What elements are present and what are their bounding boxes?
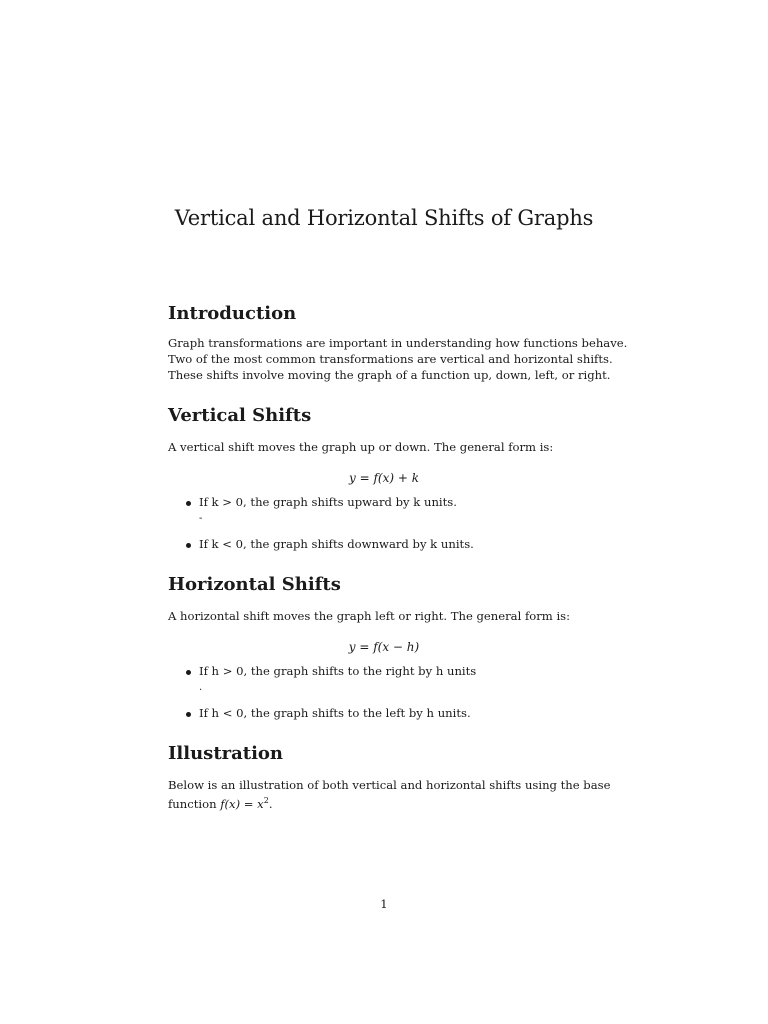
vertical-shift-equation: y = f(x) + k bbox=[349, 471, 419, 485]
section-heading-vertical-shifts: Vertical Shifts bbox=[168, 405, 312, 426]
paragraph-line: Graph transformations are important in understanding how functions behave. bbox=[168, 336, 628, 350]
horizontal-shift-equation: y = f(x − h) bbox=[348, 640, 420, 654]
illustration-paragraph bbox=[168, 777, 611, 812]
bullet-icon bbox=[186, 712, 191, 717]
section-heading-introduction: Introduction bbox=[168, 303, 297, 324]
exponent: 2 bbox=[263, 796, 269, 805]
paragraph-line: Two of the most common transformations are vertical and horizontal shifts. bbox=[168, 352, 613, 366]
section-heading-horizontal-shifts: Horizontal Shifts bbox=[168, 574, 341, 595]
introduction-paragraph bbox=[168, 335, 628, 383]
paragraph-line bbox=[168, 793, 600, 812]
vertical-shifts-paragraph: A vertical shift moves the graph up or down. The general form is: bbox=[168, 440, 554, 454]
vertical-bullet-negative-k: If k < 0, the graph shifts downward by k units. bbox=[199, 537, 474, 551]
base-function-math: f(x) = x bbox=[220, 797, 264, 811]
stray-mark: - bbox=[199, 513, 203, 524]
horizontal-bullet-positive-h: If h > 0, the graph shifts to the right by h units bbox=[199, 664, 477, 678]
paragraph-line: These shifts involve moving the graph of a function up, down, left, or right. bbox=[168, 368, 611, 382]
document-title: Vertical and Horizontal Shifts of Graphs bbox=[174, 206, 594, 230]
page-number: 1 bbox=[380, 897, 388, 911]
vertical-bullet-positive-k: If k > 0, the graph shifts upward by k units. bbox=[199, 495, 457, 509]
bullet-icon bbox=[186, 670, 191, 675]
bullet-icon bbox=[186, 501, 191, 506]
paragraph-line: Below is an illustration of both vertical and horizontal shifts using the base bbox=[168, 778, 611, 792]
stray-mark: . bbox=[199, 682, 203, 693]
section-heading-illustration: Illustration bbox=[168, 743, 284, 764]
horizontal-shifts-paragraph: A horizontal shift moves the graph left or right. The general form is: bbox=[168, 609, 571, 623]
text-span: function bbox=[168, 797, 221, 811]
horizontal-bullet-negative-h: If h < 0, the graph shifts to the left by h units. bbox=[199, 706, 471, 720]
text-span: . bbox=[268, 797, 273, 811]
bullet-icon bbox=[186, 543, 191, 548]
